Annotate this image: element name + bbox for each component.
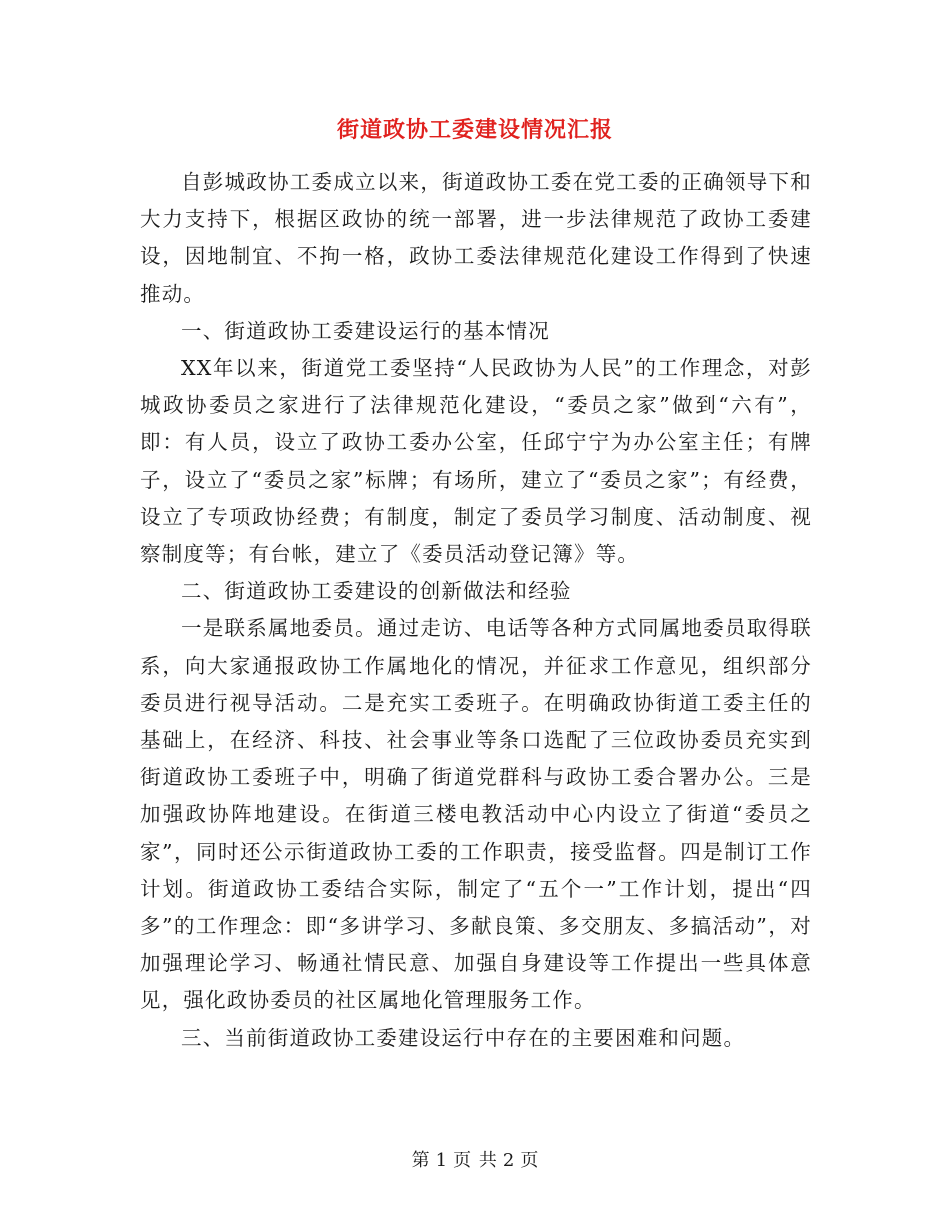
- footer-prefix: 第: [411, 1150, 430, 1171]
- section-paragraph-2: 一是联系属地委员。通过走访、电话等各种方式同属地委员取得联系，向大家通报政协工作属地化的情况，并征求工作意见，组织部分委员进行视导活动。二是充实工委班子。在明确政协街道工委主任的基础上，在经济、科技、社会事业等条口选配了三位政协委员充实到街道政协工委班子中，明确了街道党群科与政协工委合署办公。三是加强政协阵地建设。在街道三楼电教活动中心内设立了街道“委员之家”，同时还公示街道政协工委的工作职责，接受监督。四是制订工作计划。街道政协工委结合实际，制定了“五个一”工作计划，提出“四多”的工作理念：即“多讲学习、多献良策、多交朋友、多搞活动”，对加强理论学习、畅通社情民意、加强自身建设等工作提出一些具体意见，强化政协委员的社区属地化管理服务工作。: [140, 616, 812, 1013]
- intro-paragraph: 自彭城政协工委成立以来，街道政协工委在党工委的正确领导下和大力支持下，根据区政协的统一部署，进一步法律规范了政协工委建设，因地制宜、不拘一格，政协工委法律规范化建设工作得到了快速推动。: [140, 170, 812, 306]
- footer-current-page: 1: [435, 1150, 448, 1171]
- footer-mid: 页 共: [453, 1150, 497, 1171]
- footer-suffix: 页: [520, 1150, 539, 1171]
- footer-total-pages: 2: [502, 1150, 515, 1171]
- section-heading-1: 一、街道政协工委建设运行的基本情况: [181, 318, 550, 343]
- section-paragraph-1: XX年以来，街道党工委坚持“人民政协为人民”的工作理念，对彭城政协委员之家进行了法律规范化建设，“委员之家”做到“六有”，即：有人员，设立了政协工委办公室，任邱宁宁为办公室主任；有牌子，设立了“委员之家”标牌；有场所，建立了“委员之家”；有经费，设立了专项政协经费；有制度，制定了委员学习制度、活动制度、视察制度等；有台帐，建立了《委员活动登记簿》等。: [140, 356, 812, 567]
- section-heading-2: 二、街道政协工委建设的创新做法和经验: [181, 579, 572, 604]
- page-footer: [0, 1148, 950, 1174]
- section-heading-3: 三、当前街道政协工委建设运行中存在的主要困难和问题。: [181, 1025, 746, 1050]
- document-title: 街道政协工委建设情况汇报: [336, 117, 613, 143]
- document-body: [140, 164, 812, 1057]
